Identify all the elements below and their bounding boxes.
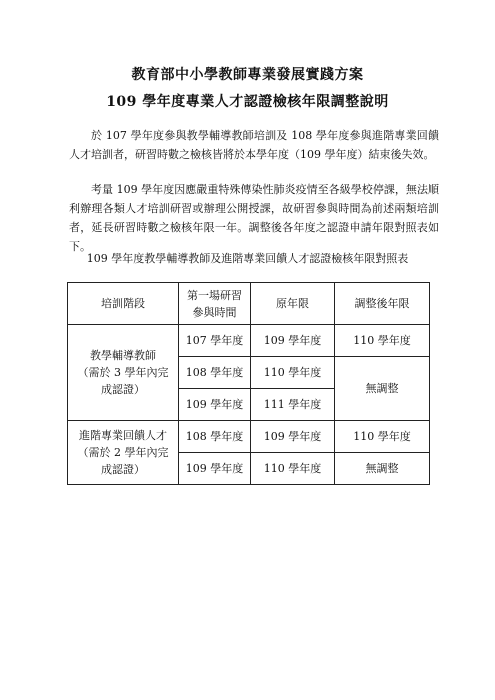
cell-adjusted: 110 學年度 bbox=[335, 325, 430, 357]
table-header-row bbox=[68, 283, 430, 325]
stage-cell-feedback bbox=[68, 421, 179, 485]
cell-first: 109 學年度 bbox=[179, 389, 251, 421]
header-stage: 培訓階段 bbox=[68, 283, 179, 325]
stage-name: 進階專業回饋人才 bbox=[79, 429, 167, 442]
table-caption: 109 學年度教學輔導教師及進階專業回饋人才認證檢核年限對照表 bbox=[86, 252, 409, 265]
header-first-session bbox=[179, 283, 251, 325]
stage-note-line1: （需於 3 學年內完 bbox=[77, 366, 169, 379]
header-first-line2: 參與時間 bbox=[192, 305, 237, 319]
cell-first: 109 學年度 bbox=[179, 453, 251, 485]
stage-note-line2: 成認證） bbox=[101, 463, 145, 476]
cell-original: 111 學年度 bbox=[251, 389, 335, 421]
header-first-line1: 第一場研習 bbox=[187, 288, 242, 302]
cell-adjusted-merged: 無調整 bbox=[335, 357, 430, 421]
cell-adjusted: 110 學年度 bbox=[335, 421, 430, 453]
cell-first: 108 學年度 bbox=[179, 357, 251, 389]
cell-original: 109 學年度 bbox=[251, 325, 335, 357]
table-row bbox=[68, 325, 430, 357]
cell-original: 109 學年度 bbox=[251, 421, 335, 453]
certification-table bbox=[67, 282, 430, 485]
document-title: 教育部中小學教師專業發展實踐方案 bbox=[131, 67, 364, 83]
header-original: 原年限 bbox=[251, 283, 335, 325]
stage-cell-mentor bbox=[68, 325, 179, 421]
cell-first: 108 學年度 bbox=[179, 421, 251, 453]
document-subtitle: 109 學年度專業人才認證檢核年限調整說明 bbox=[106, 94, 389, 110]
paragraph-1: 於 107 學年度參與教學輔導教師培訓及 108 學年度參與進階專業回饋人才培訓者，研習時數之檢核皆將於本學年度（109 學年度）結束後失效。 bbox=[69, 129, 439, 161]
header-adjusted: 調整後年限 bbox=[335, 283, 430, 325]
cell-adjusted: 無調整 bbox=[335, 453, 430, 485]
cell-original: 110 學年度 bbox=[251, 357, 335, 389]
stage-name: 教學輔導教師 bbox=[90, 349, 156, 362]
stage-note-line1: （需於 2 學年內完 bbox=[77, 446, 169, 459]
stage-note-line2: 成認證） bbox=[101, 383, 145, 396]
cell-first: 107 學年度 bbox=[179, 325, 251, 357]
paragraph-2: 考量 109 學年度因應嚴重特殊傳染性肺炎疫情至各級學校停課，無法順利辦理各類人才培訓研習或辦理公開授課，故研習參與時間為前述兩類培訓者，延長研習時數之檢核年限一年。調整後各年度之認證申請年限對照表如下。 bbox=[69, 183, 439, 253]
table-row bbox=[68, 421, 430, 453]
cell-original: 110 學年度 bbox=[251, 453, 335, 485]
